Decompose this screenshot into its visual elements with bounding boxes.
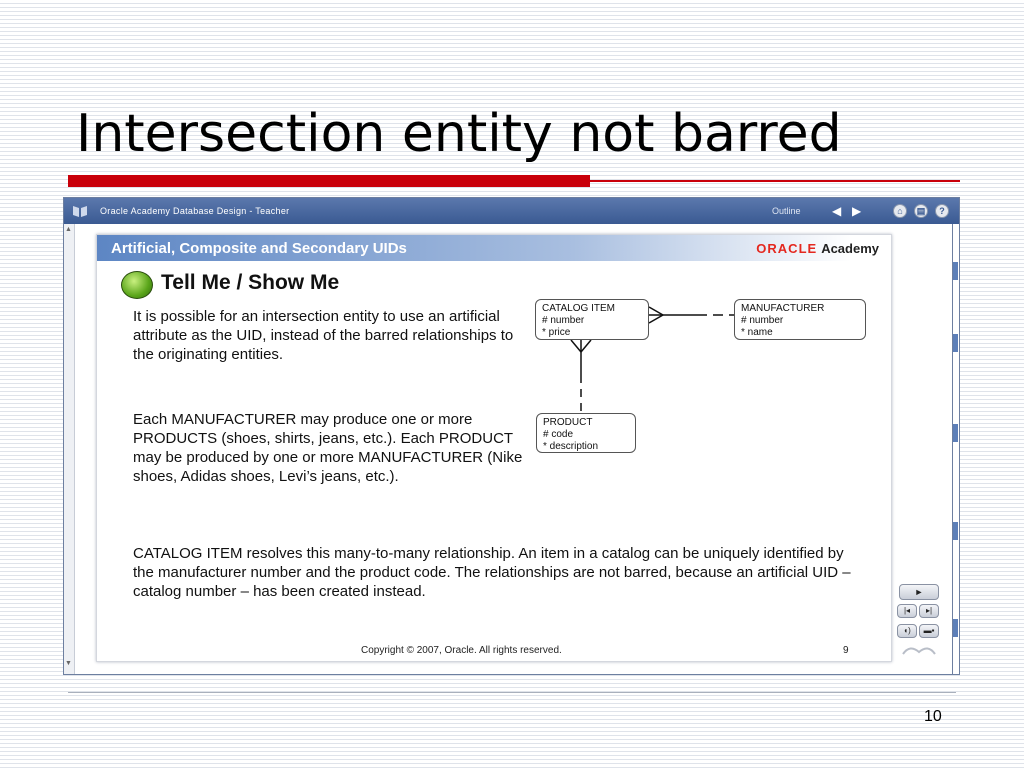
course-player-window xyxy=(63,197,960,675)
entity-catalog-item xyxy=(535,299,649,340)
entity-attribute: * name xyxy=(741,327,773,338)
wave-logo-icon xyxy=(901,644,937,656)
player-titlebar xyxy=(64,198,959,224)
entity-name: PRODUCT xyxy=(543,417,593,428)
triangle-left-icon[interactable]: ◀ xyxy=(832,204,842,218)
oracle-academy-logo xyxy=(756,241,879,256)
paragraph-manufacturer: Each MANUFACTURER may produce one or more PRODUCTS (shoes, shirts, jeans, etc.). Each PRODUCT may be produced by one or more MANUFACTURER (Nike shoes, Adidas shoes, Levi’s jeans, etc.). xyxy=(133,411,523,485)
title-underline-bar xyxy=(68,175,590,187)
book-logo-icon xyxy=(72,204,88,218)
oracle-wordmark: ORACLE xyxy=(756,241,818,256)
title-underline-thin xyxy=(590,180,960,182)
entity-name: MANUFACTURER xyxy=(741,303,825,314)
left-scrollbar[interactable] xyxy=(64,224,75,674)
entity-attribute: # number xyxy=(542,315,585,326)
audio-icon[interactable]: ◖) xyxy=(897,624,917,638)
tell-me-heading: Tell Me / Show Me xyxy=(161,271,340,294)
caption-icon[interactable]: ▬▪ xyxy=(919,624,939,638)
lesson-page-number: 9 xyxy=(843,645,849,656)
play-icon[interactable]: ► xyxy=(899,584,939,600)
skip-forward-icon[interactable]: ▸| xyxy=(919,604,939,618)
paragraph-catalog-item: CATALOG ITEM resolves this many-to-many relationship. An item in a catalog can be uniquely identified by the manufacturer number and the product code. The relationships are not barred, because an artificial UID – catalog number – has been created instead. xyxy=(133,545,851,600)
triangle-right-icon[interactable]: ▶ xyxy=(852,204,862,218)
home-icon[interactable]: ⌂ xyxy=(893,204,907,218)
rail-marker xyxy=(953,522,958,540)
help-button[interactable]: ? xyxy=(935,204,949,218)
scroll-up-icon[interactable]: ▲ xyxy=(65,226,72,233)
rail-marker xyxy=(953,619,958,637)
glossary-icon[interactable]: ▤ xyxy=(914,204,928,218)
rail-marker xyxy=(953,334,958,352)
slide-number: 10 xyxy=(924,708,942,725)
entity-attribute: * description xyxy=(543,441,599,452)
entity-attribute: # code xyxy=(543,429,574,440)
entity-name: CATALOG ITEM xyxy=(542,303,615,314)
rail-marker xyxy=(953,262,958,280)
window-title: Oracle Academy Database Design - Teacher xyxy=(100,206,290,216)
entity-manufacturer xyxy=(734,299,866,340)
lesson-slide xyxy=(96,234,892,662)
scroll-down-icon[interactable]: ▼ xyxy=(65,660,72,667)
section-header xyxy=(97,235,891,261)
paragraph-intro: It is possible for an intersection entity to use an artificial attribute as the UID, instead of the barred relationships to the originating entities. xyxy=(133,308,514,363)
section-title: Artificial, Composite and Secondary UIDs xyxy=(111,240,407,257)
entity-attribute: * price xyxy=(542,327,571,338)
footer-rule xyxy=(68,692,956,693)
media-controls xyxy=(897,584,943,666)
academy-wordmark: Academy xyxy=(821,241,879,256)
copyright-text: Copyright © 2007, Oracle. All rights reserved. xyxy=(361,645,562,656)
entity-attribute: # number xyxy=(741,315,784,326)
green-apple-icon xyxy=(121,271,153,299)
entity-product xyxy=(536,413,636,453)
skip-back-icon[interactable]: |◂ xyxy=(897,604,917,618)
rail-marker xyxy=(953,424,958,442)
slide-title: Intersection entity not barred xyxy=(76,104,842,164)
outline-link[interactable]: Outline xyxy=(772,206,801,216)
right-rail xyxy=(952,224,959,674)
